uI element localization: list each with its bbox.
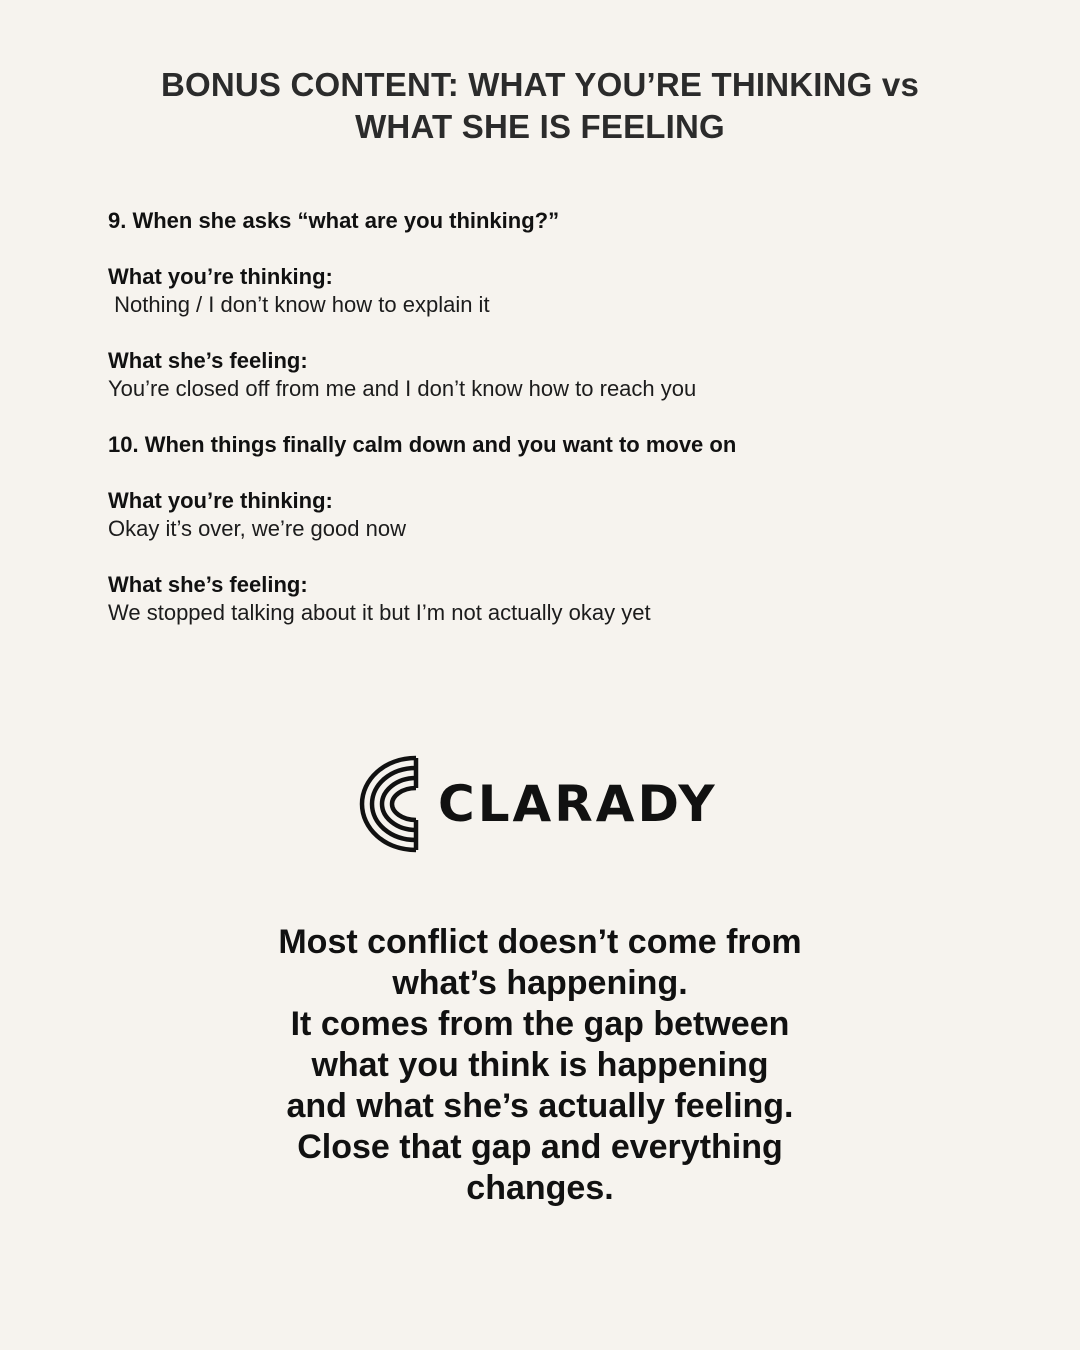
feeling-block: [108, 571, 978, 627]
closing-line: what’s happening.: [392, 964, 688, 1002]
thinking-text: Nothing / I don’t know how to explain it: [108, 292, 490, 317]
closing-statement: [140, 922, 940, 1209]
closing-line: changes.: [466, 1169, 614, 1207]
brand-logo: [356, 752, 726, 856]
closing-line: and what she’s actually feeling.: [286, 1087, 794, 1125]
thinking-block: [108, 487, 978, 543]
section-heading: 10. When things finally calm down and you want to move on: [108, 432, 737, 457]
section-9: [108, 207, 978, 403]
title-line-1: BONUS CONTENT: WHAT YOU’RE THINKING vs: [160, 66, 920, 103]
clarady-logo-icon: [356, 754, 420, 854]
content-body: [108, 207, 978, 627]
feeling-text: We stopped talking about it but I’m not actually okay yet: [108, 600, 651, 625]
closing-line: It comes from the gap between: [290, 1005, 790, 1043]
page-title: [100, 64, 980, 148]
feeling-label: What she’s feeling:: [108, 572, 308, 597]
section-heading: 9. When she asks “what are you thinking?”: [108, 208, 560, 233]
feeling-block: [108, 347, 978, 403]
feeling-label: What she’s feeling:: [108, 348, 308, 373]
thinking-text: Okay it’s over, we’re good now: [108, 516, 406, 541]
thinking-label: What you’re thinking:: [108, 488, 333, 513]
thinking-label: What you’re thinking:: [108, 264, 333, 289]
brand-name: CLARADY: [438, 775, 718, 833]
title-line-2: WHAT SHE IS FEELING: [355, 108, 725, 145]
closing-line: Most conflict doesn’t come from: [278, 923, 802, 961]
closing-line: Close that gap and everything: [297, 1128, 783, 1166]
thinking-block: [108, 263, 978, 319]
section-10: [108, 431, 978, 627]
feeling-text: You’re closed off from me and I don’t know how to reach you: [108, 376, 697, 401]
closing-line: what you think is happening: [311, 1046, 769, 1084]
